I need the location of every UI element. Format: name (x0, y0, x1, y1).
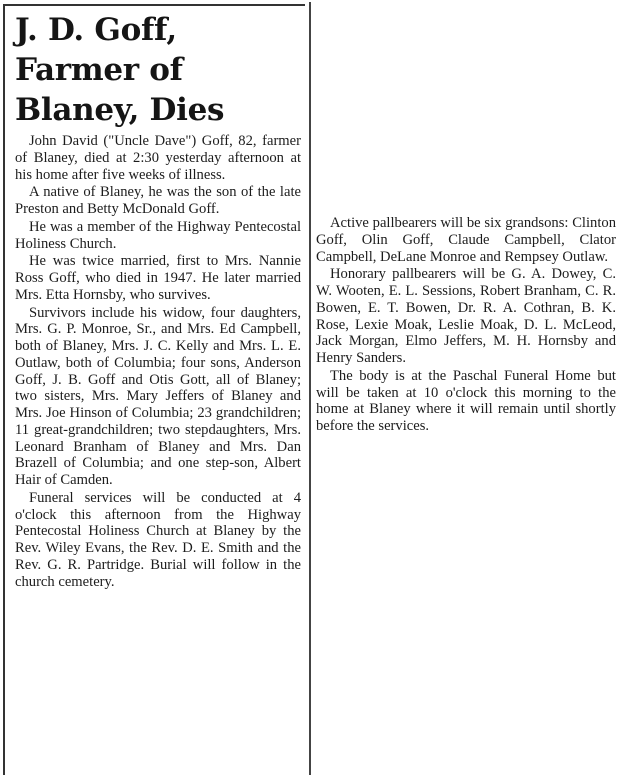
paragraph-parentage: A native of Blaney, he was the son of the late Preston and Betty McDonald Goff. (15, 184, 301, 217)
paragraph-marriages: He was twice married, first to Mrs. Nannie Ross Goff, who died in 1947. He later married Mrs. Etta Hornsby, who survives. (15, 253, 301, 303)
paragraph-church-membership: He was a member of the Highway Pentecostal Holiness Church. (15, 218, 301, 252)
paragraph-honorary-pallbearers: Honorary pallbearers will be G. A. Dowey, C. W. Wooten, E. L. Sessions, Robert Branham, C. R. Bowen, E. T. Bowen, Dr. R. A. Cothran, B. K. Rose, Lexie Moak, Leslie Moak, D. L. McLeod, Jack Morgan, Elmo Jeffers, M. H. Hornsby and Henry Sanders. (316, 266, 616, 366)
headline-line-3: Blaney, Dies (15, 92, 225, 128)
paragraph-death-notice: John David ("Uncle Dave") Goff, 82, farmer of Blaney, died at 2:30 yesterday afternoon at his home after five weeks of illness. (15, 133, 301, 183)
right-column-body (316, 215, 616, 435)
left-column-body (15, 133, 301, 590)
paragraph-survivors: Survivors include his widow, four daughters, Mrs. G. P. Monroe, Sr., and Mrs. Ed Campbell, both of Blaney, Mrs. J. C. Kelly and Mrs. L. E. Outlaw, both of Columbia; four sons, Anderson Goff, J. B. Goff and Otis Gott, all of Blaney; two sisters, Mrs. Mary Jeffers of Blaney and Mrs. Joe Hinson of Columbia; 23 grandchildren; 11 great-grandchildren; two stepdaughters, Mrs. Leonard Branham of Blaney and Mrs. Dan Brazell of Columbia; and one step-son, Albert Hair of Camden. (15, 304, 301, 488)
headline (5, 6, 305, 130)
paragraph-body-location: The body is at the Paschal Funeral Home but will be taken at 10 o'clock this morning to the home at Blaney where it will remain until shortly before the services. (316, 367, 616, 434)
left-column (3, 4, 305, 775)
paragraph-active-pallbearers: Active pallbearers will be six grandsons: Clinton Goff, Olin Goff, Claude Campbell, Clator Campbell, DeLane Monroe and Rempsey Outlaw. (316, 215, 616, 265)
paragraph-funeral-services: Funeral services will be conducted at 4 o'clock this afternoon from the Highway Pentecostal Holiness Church at Blaney by the Rev. Wiley Evans, the Rev. D. E. Smith and the Rev. G. R. Partridge. Burial will follow in the church cemetery. (15, 489, 301, 590)
right-column (316, 2, 616, 435)
headline-line-2: Farmer of (15, 52, 183, 88)
column-divider (309, 2, 311, 775)
headline-line-1: J. D. Goff, (15, 12, 177, 48)
